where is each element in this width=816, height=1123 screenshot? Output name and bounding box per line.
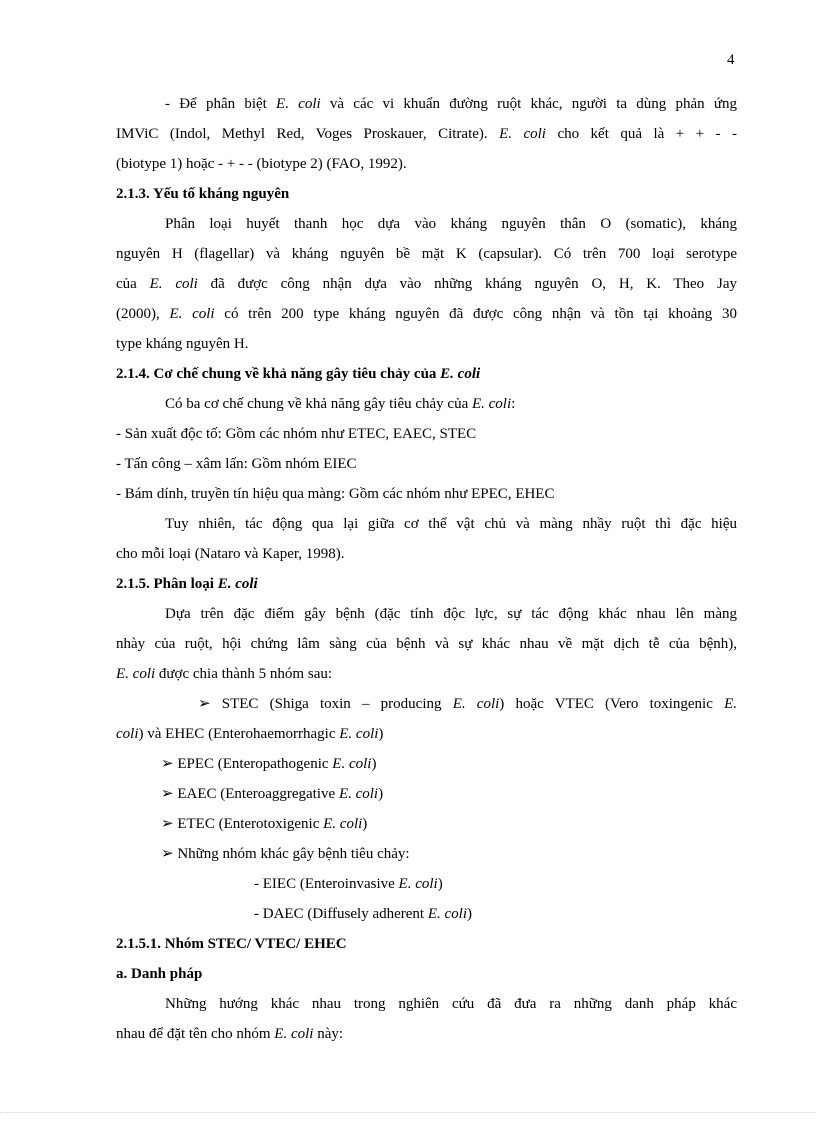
list-item-continuation: coli) và EHEC (Enterohaemorrhagic E. coli) [116, 726, 384, 742]
paragraph-line: Tuy nhiên, tác động qua lại giữa cơ thể vật chủ và màng nhầy ruột thì đặc hiệu [165, 516, 737, 532]
paragraph-line: E. coli được chia thành 5 nhóm sau: [116, 666, 333, 682]
list-item: ➢ STEC (Shiga toxin – producing E. coli) hoặc VTEC (Vero toxingenic E. [198, 696, 737, 712]
arrow-bullet-icon: ➢ [198, 696, 211, 712]
paragraph-line: của E. coli đã được công nhận dựa vào những kháng nguyên O, H, K. Theo Jay [116, 276, 737, 292]
paragraph-line: (2000), E. coli có trên 200 type kháng nguyên đã được công nhận và tồn tại khoảng 30 [116, 306, 737, 322]
section-heading-2-1-5-1: 2.1.5.1. Nhóm STEC/ VTEC/ EHEC [116, 936, 347, 952]
arrow-bullet-icon: ➢ [161, 786, 174, 802]
paragraph-line: Có ba cơ chế chung về khả năng gây tiêu chảy của E. coli: [165, 396, 516, 412]
list-item: ➢ Những nhóm khác gây bệnh tiêu chảy: [161, 846, 410, 862]
paragraph-line: - Để phân biệt E. coli và các vi khuẩn đường ruột khác, người ta dùng phản ứng [165, 96, 738, 112]
paragraph-line: IMViC (Indol, Methyl Red, Voges Proskauer, Citrate). E. coli cho kết quả là + + - - [116, 126, 738, 142]
paragraph-line: (biotype 1) hoặc - + - - (biotype 2) (FAO, 1992). [116, 156, 407, 172]
paragraph-line: Phân loại huyết thanh học dựa vào kháng nguyên thân O (somatic), kháng [165, 216, 737, 232]
section-heading-2-1-5: 2.1.5. Phân loại E. coli [116, 576, 258, 592]
section-heading-2-1-3: 2.1.3. Yếu tố kháng nguyên [116, 186, 290, 202]
subsection-heading-a: a. Danh pháp [116, 966, 203, 982]
sub-list-item: - EIEC (Enteroinvasive E. coli) [254, 876, 443, 892]
paragraph-line: nhau để đặt tên cho nhóm E. coli này: [116, 1026, 344, 1042]
sub-list-item: - DAEC (Diffusely adherent E. coli) [254, 906, 472, 922]
section-heading-2-1-4: 2.1.4. Cơ chế chung về khả năng gây tiêu chảy của E. coli [116, 366, 481, 382]
list-item: ➢ ETEC (Enterotoxigenic E. coli) [161, 816, 368, 832]
list-item: ➢ EPEC (Enteropathogenic E. coli) [161, 756, 377, 772]
page-bottom-divider [0, 1112, 816, 1113]
page-number: 4 [727, 52, 735, 68]
document-body [116, 89, 737, 1049]
arrow-bullet-icon: ➢ [161, 846, 174, 862]
list-item: ➢ EAEC (Enteroaggregative E. coli) [161, 786, 384, 802]
paragraph-line: Dựa trên đặc điểm gây bệnh (đặc tính độc lực, sự tác động khác nhau lên màng [165, 606, 737, 622]
arrow-bullet-icon: ➢ [161, 756, 174, 772]
paragraph-line: nhày của ruột, hội chứng lâm sàng của bệnh và sự khác nhau về mặt dịch tễ của bệnh), [116, 636, 737, 652]
paragraph-line: nguyên H (flagellar) và kháng nguyên bề mặt K (capsular). Có trên 700 loại serotype [116, 246, 737, 262]
list-item: - Sản xuất độc tố: Gồm các nhóm như ETEC, EAEC, STEC [116, 426, 477, 442]
paragraph-line: Những hướng khác nhau trong nghiên cứu đã đưa ra những danh pháp khác [165, 996, 737, 1012]
list-item: - Tấn công – xâm lấn: Gồm nhóm EIEC [116, 456, 357, 472]
list-item: - Bám dính, truyền tín hiệu qua màng: Gồm các nhóm như EPEC, EHEC [116, 486, 555, 502]
paragraph-line: type kháng nguyên H. [116, 336, 249, 352]
paragraph-line: cho mỗi loại (Nataro và Kaper, 1998). [116, 546, 345, 562]
arrow-bullet-icon: ➢ [161, 816, 174, 832]
